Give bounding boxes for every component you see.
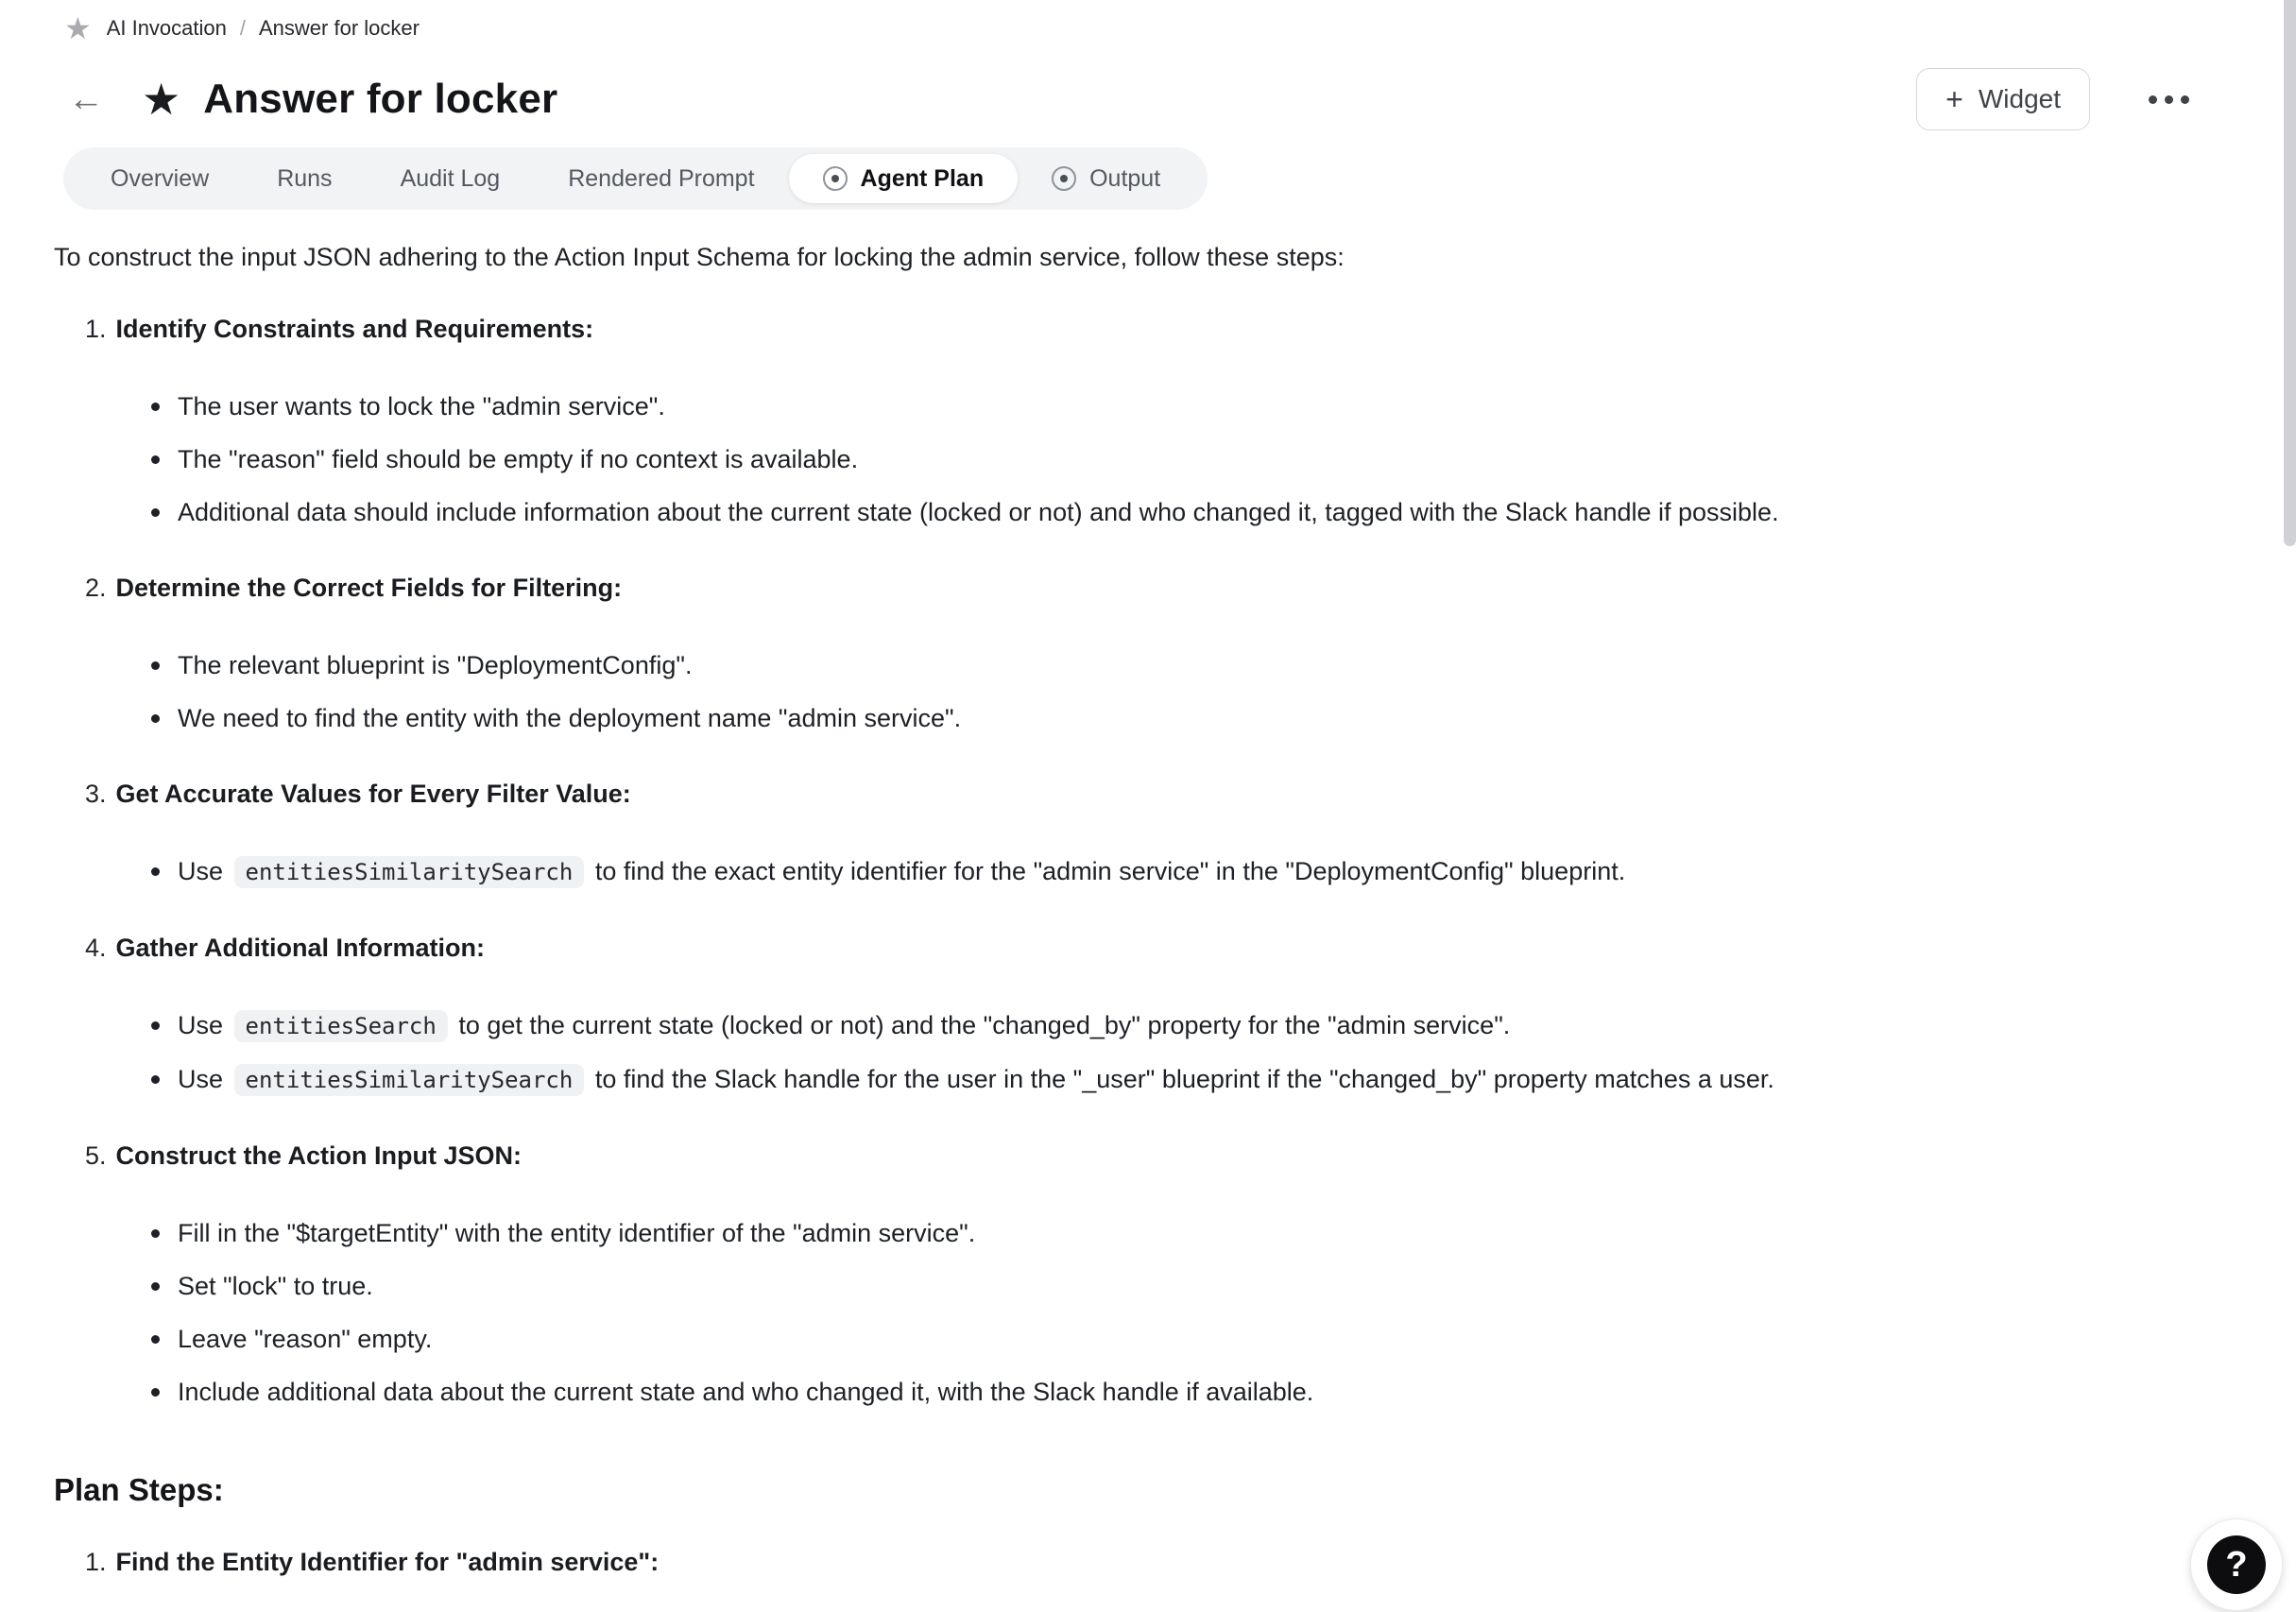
bullet-dot <box>151 1021 160 1030</box>
bullet-item <box>151 493 2258 531</box>
breadcrumb-item-answer-for-locker[interactable]: Answer for locker <box>259 16 420 40</box>
page-title: Answer for locker <box>203 76 558 122</box>
tab-agent-plan-label: Agent Plan <box>860 164 985 192</box>
favorite-star-icon[interactable]: ★ <box>142 75 181 124</box>
back-arrow-icon[interactable]: ← <box>68 79 104 119</box>
ellipsis-icon <box>2149 95 2157 104</box>
section-heading: Identify Constraints and Requirements: <box>115 315 594 343</box>
section-heading: Construct the Action Input JSON: <box>115 1141 523 1170</box>
plan-step-heading: Find the Entity Identifier for "admin service": <box>115 1548 660 1576</box>
bullet-text: Set "lock" to true. <box>178 1272 373 1300</box>
bullet-text-post: to find the Slack handle for the user in the "_user" blueprint if the "changed_by" property matches a user. <box>588 1065 1774 1093</box>
bullet-dot <box>151 508 160 517</box>
plan-steps-heading: Plan Steps: <box>54 1472 224 1507</box>
plan-step-item <box>85 1543 2258 1581</box>
intro-paragraph: To construct the input JSON adhering to the Action Input Schema for locking the admin service, follow these steps: <box>54 243 1345 271</box>
breadcrumb-star-icon: ★ <box>64 11 92 45</box>
bullet-dot <box>151 661 160 670</box>
bullet-text: The relevant blueprint is "DeploymentConfig". <box>178 651 693 679</box>
bullet-text-pre: Use <box>178 1065 231 1093</box>
bullet-item <box>151 852 2258 891</box>
bullet-list <box>151 1214 2258 1411</box>
bullet-dot <box>151 1229 160 1238</box>
bullet-dot <box>151 1075 160 1084</box>
tab-bar <box>63 147 1208 210</box>
tab-rendered-prompt-label: Rendered Prompt <box>568 164 755 192</box>
header-actions <box>1916 68 2199 130</box>
bullet-list <box>151 852 2258 891</box>
target-icon <box>1052 166 1076 191</box>
tab-rendered-prompt[interactable] <box>534 154 788 203</box>
section-number: 2. <box>85 574 107 602</box>
bullet-text <box>178 1060 1774 1099</box>
bullet-dot <box>151 1388 160 1397</box>
section-heading: Gather Additional Information: <box>115 934 486 962</box>
bullet-item <box>151 1214 2258 1252</box>
tab-runs[interactable] <box>243 154 366 203</box>
section-number: 1. <box>85 315 107 343</box>
bullet-text: The "reason" field should be empty if no context is available. <box>178 445 859 473</box>
bullet-item <box>151 1373 2258 1411</box>
section-number: 3. <box>85 780 107 808</box>
bullet-text: Fill in the "$targetEntity" with the entity identifier of the "admin service". <box>178 1219 976 1247</box>
bullet-text: Include additional data about the current state and who changed it, with the Slack handle if available. <box>178 1378 1314 1406</box>
agent-plan-content <box>0 210 2296 1581</box>
bullet-dot <box>151 867 160 876</box>
plan-step-number: 1. <box>85 1548 107 1576</box>
tab-runs-label: Runs <box>277 164 333 192</box>
tab-audit-log[interactable] <box>367 154 535 203</box>
section-heading: Determine the Correct Fields for Filtering: <box>115 574 623 602</box>
bullet-text: The user wants to lock the "admin service". <box>178 392 665 420</box>
breadcrumb-separator: / <box>239 16 246 40</box>
bullet-text <box>178 1006 1510 1045</box>
add-widget-button-label: Widget <box>1978 84 2061 113</box>
section-number: 5. <box>85 1141 107 1170</box>
section-item <box>85 929 2258 1099</box>
bullet-text <box>178 852 1625 891</box>
tab-overview-label: Overview <box>111 164 210 192</box>
bullet-text-pre: Use <box>178 1011 231 1039</box>
more-options-button[interactable] <box>2139 86 2199 113</box>
section-item <box>85 1137 2258 1411</box>
section-item <box>85 569 2258 737</box>
scrollbar-thumb[interactable] <box>2284 0 2296 546</box>
page-header <box>0 43 2296 130</box>
target-icon <box>823 166 848 191</box>
bullet-dot <box>151 1282 160 1291</box>
inline-code: entitiesSimilaritySearch <box>234 856 585 888</box>
breadcrumb <box>0 0 2296 43</box>
ellipsis-icon <box>2181 95 2189 104</box>
help-button[interactable] <box>2190 1518 2283 1611</box>
tab-output-label: Output <box>1089 164 1161 192</box>
inline-code: entitiesSearch <box>234 1010 448 1042</box>
tab-agent-plan[interactable] <box>789 154 1019 203</box>
bullet-item <box>151 699 2258 737</box>
bullet-item <box>151 646 2258 684</box>
section-item <box>85 310 2258 531</box>
tab-audit-log-label: Audit Log <box>400 164 501 192</box>
tab-output[interactable] <box>1018 154 1194 203</box>
section-heading: Get Accurate Values for Every Filter Value: <box>115 780 631 808</box>
bullet-dot <box>151 714 160 723</box>
plus-icon: + <box>1945 82 1963 116</box>
bullet-text: We need to find the entity with the deployment name "admin service". <box>178 704 962 732</box>
ellipsis-icon <box>2165 95 2173 104</box>
section-item <box>85 775 2258 891</box>
bullet-item <box>151 1320 2258 1358</box>
question-mark-icon: ? <box>2207 1535 2266 1594</box>
bullet-dot <box>151 403 160 411</box>
bullet-text-post: to get the current state (locked or not) and the "changed_by" property for the "admin service". <box>451 1011 1511 1039</box>
bullet-list <box>151 646 2258 737</box>
bullet-text: Additional data should include information about the current state (locked or not) and who changed it, tagged with the Slack handle if possible. <box>178 498 1779 526</box>
bullet-text-post: to find the exact entity identifier for the "admin service" in the "DeploymentConfig" blueprint. <box>588 857 1626 885</box>
inline-code: entitiesSimilaritySearch <box>234 1064 585 1096</box>
bullet-item <box>151 387 2258 425</box>
bullet-text-pre: Use <box>178 857 231 885</box>
section-number: 4. <box>85 934 107 962</box>
bullet-dot <box>151 455 160 464</box>
bullet-text: Leave "reason" empty. <box>178 1325 433 1353</box>
breadcrumb-item-ai-invocation[interactable]: AI Invocation <box>106 16 227 40</box>
tab-overview[interactable] <box>77 154 243 203</box>
bullet-list <box>151 1006 2258 1099</box>
bullet-list <box>151 387 2258 531</box>
bullet-item <box>151 1267 2258 1305</box>
bullet-dot <box>151 1335 160 1344</box>
bullet-item <box>151 1006 2258 1045</box>
add-widget-button[interactable] <box>1916 68 2090 130</box>
bullet-item <box>151 440 2258 478</box>
bullet-item <box>151 1060 2258 1099</box>
